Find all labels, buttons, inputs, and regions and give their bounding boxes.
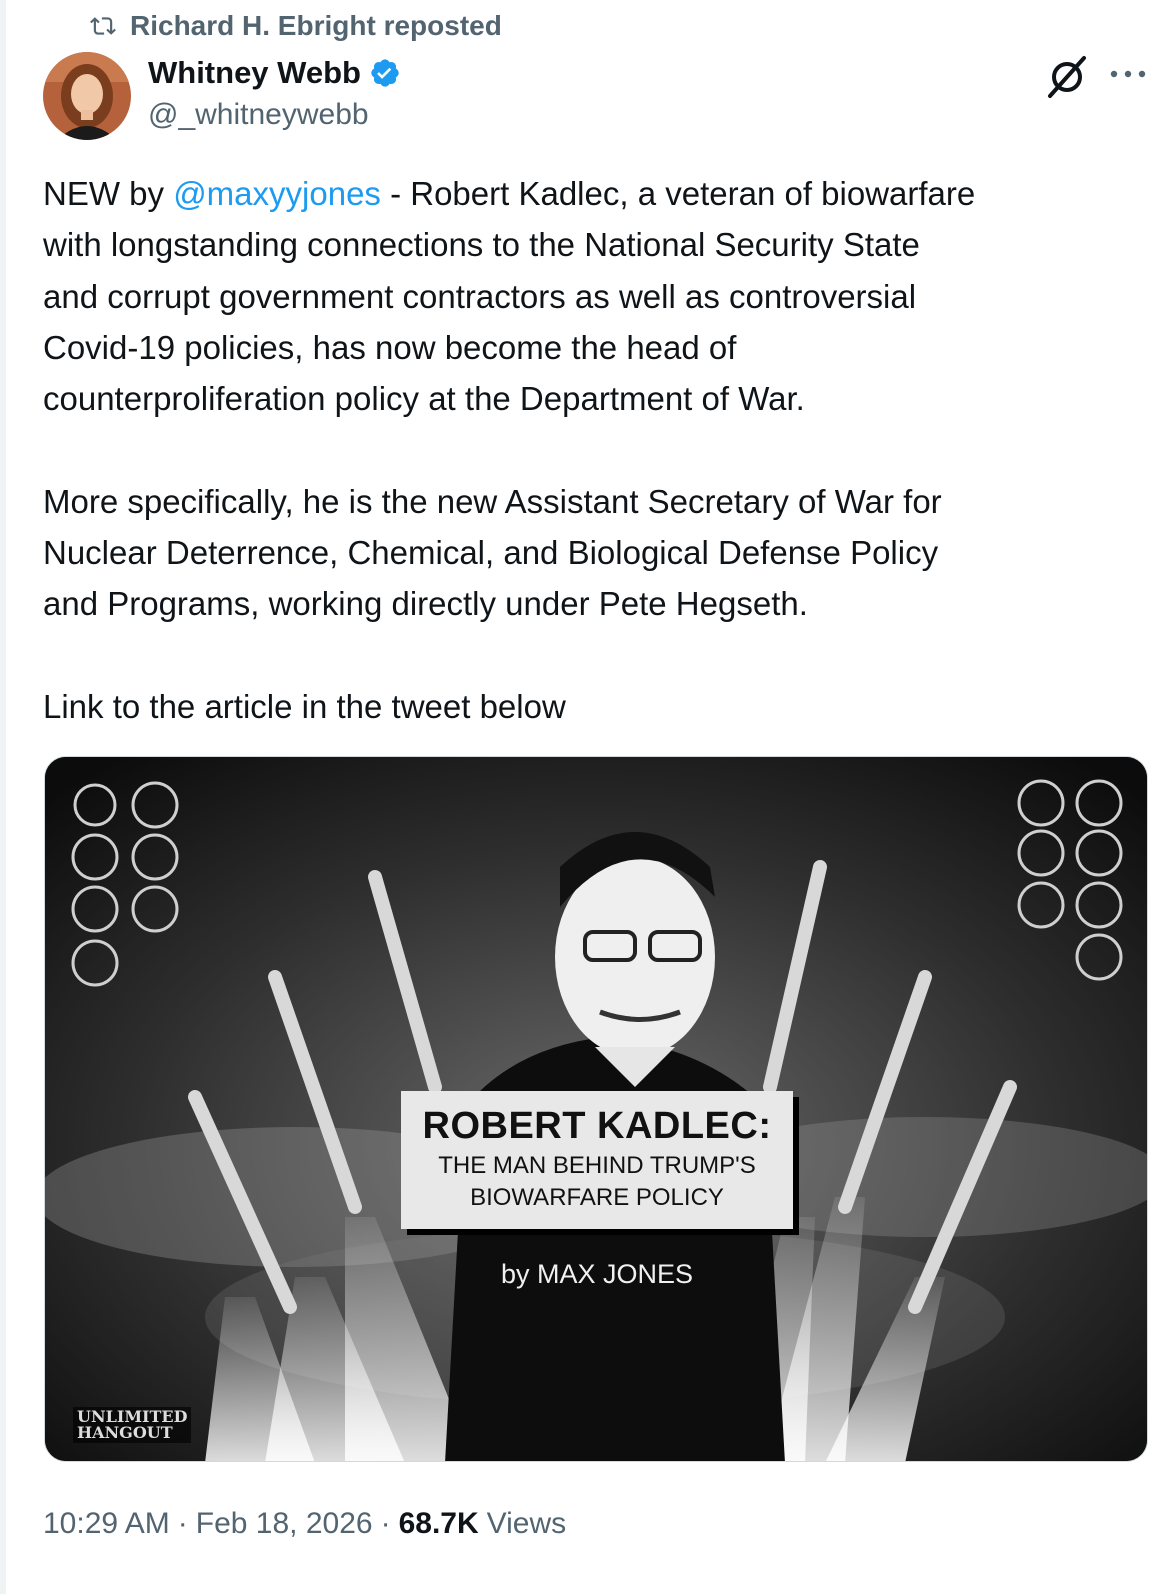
timeline-left-border: [0, 0, 6, 1594]
verified-badge-icon[interactable]: [369, 57, 401, 89]
tweet-line: Covid-19 policies, has now become the head of: [43, 328, 737, 366]
tweet-line: More specifically, he is the new Assistant Secretary of War for: [43, 482, 942, 520]
article-byline: by MAX JONES: [500, 1259, 694, 1289]
meta-separator: ·: [177, 1507, 188, 1540]
mention-link[interactable]: @maxyyjones: [173, 175, 381, 212]
tweet-text-segment: - Robert Kadlec, a veteran of biowarfare: [380, 175, 976, 212]
author-handle[interactable]: @_whitneywebb: [148, 98, 369, 131]
views-count[interactable]: 68.7K: [398, 1507, 479, 1540]
tweet-text-segment: NEW by: [43, 175, 174, 212]
tweet-time[interactable]: 10:29 AM: [43, 1507, 170, 1540]
meta-separator: ·: [380, 1507, 391, 1540]
publisher-logo-line: HANGOUT: [77, 1423, 173, 1442]
views-label: Views: [486, 1507, 567, 1540]
author-avatar[interactable]: [43, 52, 131, 140]
tweet-metadata: [43, 1500, 566, 1548]
tweet-line: Nuclear Deterrence, Chemical, and Biological Defense Policy: [43, 534, 939, 572]
tweet-line: counterproliferation policy at the Department of War.: [43, 380, 805, 418]
avatar-image: [43, 52, 131, 140]
article-title: ROBERT KADLEC:: [422, 1105, 772, 1147]
publisher-logo: [73, 1407, 191, 1443]
grok-icon[interactable]: [1044, 54, 1090, 100]
tweet-line: [43, 168, 1143, 219]
author-block: [148, 52, 401, 132]
tweet-date[interactable]: Feb 18, 2026: [195, 1507, 373, 1540]
tweet-body: [43, 168, 1143, 732]
repost-indicator[interactable]: [90, 8, 502, 44]
article-subtitle-line: BIOWARFARE POLICY: [470, 1184, 724, 1211]
repost-icon: [90, 13, 116, 39]
repost-text[interactable]: Richard H. Ebright reposted: [130, 10, 502, 41]
tweet-line: Link to the article in the tweet below: [43, 687, 566, 725]
article-title-card: [401, 1091, 793, 1229]
tweet-media-image[interactable]: [44, 756, 1148, 1462]
article-subtitle-line: THE MAN BEHIND TRUMP'S: [438, 1152, 756, 1179]
tweet-line: and Programs, working directly under Pete Hegseth.: [43, 585, 808, 623]
more-options-icon[interactable]: [1108, 64, 1148, 84]
publisher-logo-line: UNLIMITED: [77, 1407, 188, 1426]
tweet-line: with longstanding connections to the National Security State: [43, 226, 920, 264]
tweet-line: and corrupt government contractors as well as controversial: [43, 277, 917, 315]
author-name[interactable]: Whitney Webb: [148, 55, 361, 90]
